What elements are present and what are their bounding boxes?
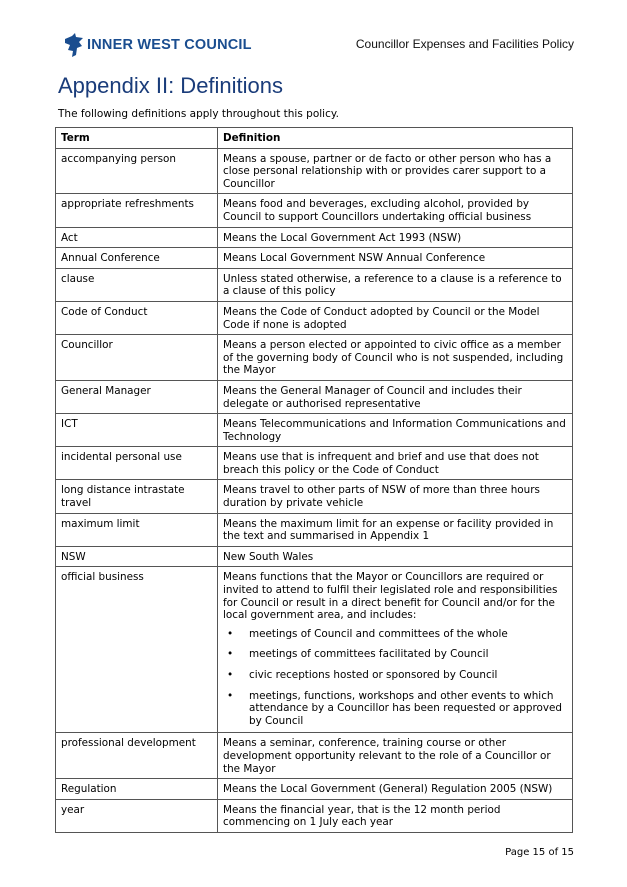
list-item-text: meetings of Council and committees of the whole: [249, 627, 508, 640]
bullet-icon: •: [227, 689, 234, 702]
list-item: [223, 648, 568, 661]
definition-cell: Means food and beverages, excluding alcohol, provided by Council to support Councillors undertaking official business: [218, 194, 573, 227]
intro-text: The following definitions apply throughout this policy.: [58, 108, 339, 120]
table-row: [56, 567, 573, 733]
council-logo-icon: [64, 33, 84, 57]
definition-cell: Means a seminar, conference, training course or other development opportunity relevant to the role of a Councillor or the Mayor: [218, 733, 573, 779]
definition-cell: Means Local Government NSW Annual Conference: [218, 248, 573, 269]
term-cell: official business: [56, 567, 218, 733]
table-row: [56, 248, 573, 269]
term-cell: professional development: [56, 733, 218, 779]
term-cell: NSW: [56, 546, 218, 567]
bullet-icon: •: [227, 648, 234, 661]
table-row: [56, 194, 573, 227]
definition-cell: Means the Code of Conduct adopted by Council or the Model Code if none is adopted: [218, 301, 573, 334]
definition-text: Means functions that the Mayor or Councillors are required or invited to attend to fulfil their legislated role and responsibilities for Council or result in a direct benefit for Council and/or for the local government area, and includes:: [223, 571, 558, 622]
term-cell: accompanying person: [56, 148, 218, 194]
term-cell: year: [56, 799, 218, 832]
bullet-list: [223, 628, 568, 728]
table-header-row: [56, 128, 573, 149]
definition-cell: Means the Local Government (General) Regulation 2005 (NSW): [218, 779, 573, 800]
table-row: [56, 148, 573, 194]
term-cell: General Manager: [56, 380, 218, 413]
list-item-text: civic receptions hosted or sponsored by Council: [249, 669, 498, 681]
list-item: [223, 669, 568, 682]
term-cell: Annual Conference: [56, 248, 218, 269]
definition-column-header: Definition: [218, 128, 573, 149]
table-row: [56, 799, 573, 832]
definition-cell: New South Wales: [218, 546, 573, 567]
term-cell: Act: [56, 227, 218, 248]
bullet-icon: •: [227, 627, 234, 640]
definition-cell: Means the Local Government Act 1993 (NSW): [218, 227, 573, 248]
list-item-text: meetings of committees facilitated by Council: [249, 648, 489, 661]
term-column-header: Term: [56, 128, 218, 149]
table-row: [56, 546, 573, 567]
definition-cell: Means use that is infrequent and brief and use that does not breach this policy or the Code of Conduct: [218, 447, 573, 480]
term-cell: appropriate refreshments: [56, 194, 218, 227]
list-item: [223, 690, 568, 728]
table-row: [56, 227, 573, 248]
page-number: Page 15 of 15: [505, 847, 574, 858]
document-title: Councillor Expenses and Facilities Policy: [355, 37, 574, 51]
council-logo: [64, 32, 252, 58]
page-title: Appendix II: Definitions: [58, 73, 284, 98]
term-cell: Regulation: [56, 779, 218, 800]
definition-cell: [218, 567, 573, 733]
definition-cell: Means a person elected or appointed to civic office as a member of the governing body of Council who is not suspended, including the Mayor: [218, 335, 573, 381]
table-row: [56, 447, 573, 480]
table-row: [56, 414, 573, 447]
term-cell: incidental personal use: [56, 447, 218, 480]
table-row: [56, 733, 573, 779]
term-cell: maximum limit: [56, 513, 218, 546]
term-cell: Councillor: [56, 335, 218, 381]
definitions-body: [56, 148, 573, 832]
table-row: [56, 779, 573, 800]
term-cell: long distance intrastate travel: [56, 480, 218, 513]
term-cell: Code of Conduct: [56, 301, 218, 334]
list-item-text: meetings, functions, workshops and other events to which attendance by a Councillor has been requested or approved by Council: [249, 689, 563, 727]
term-cell: clause: [56, 268, 218, 301]
logo-text: INNER WEST COUNCIL: [87, 37, 252, 53]
definition-cell: Unless stated otherwise, a reference to a clause is a reference to a clause of this policy: [218, 268, 573, 301]
table-row: [56, 480, 573, 513]
definitions-table: [55, 127, 573, 833]
definition-cell: Means the maximum limit for an expense or facility provided in the text and summarised in Appendix 1: [218, 513, 573, 546]
bullet-icon: •: [227, 669, 234, 681]
table-row: [56, 513, 573, 546]
definition-cell: Means travel to other parts of NSW of more than three hours duration by private vehicle: [218, 480, 573, 513]
definition-cell: Means the General Manager of Council and includes their delegate or authorised representative: [218, 380, 573, 413]
definition-cell: Means a spouse, partner or de facto or other person who has a close personal relationship with or provides carer support to a Councillor: [218, 148, 573, 194]
table-row: [56, 335, 573, 381]
table-row: [56, 380, 573, 413]
term-cell: ICT: [56, 414, 218, 447]
table-row: [56, 268, 573, 301]
table-row: [56, 301, 573, 334]
definition-cell: Means the financial year, that is the 12 month period commencing on 1 July each year: [218, 799, 573, 832]
list-item: [223, 628, 568, 641]
definition-cell: Means Telecommunications and Information Communications and Technology: [218, 414, 573, 447]
